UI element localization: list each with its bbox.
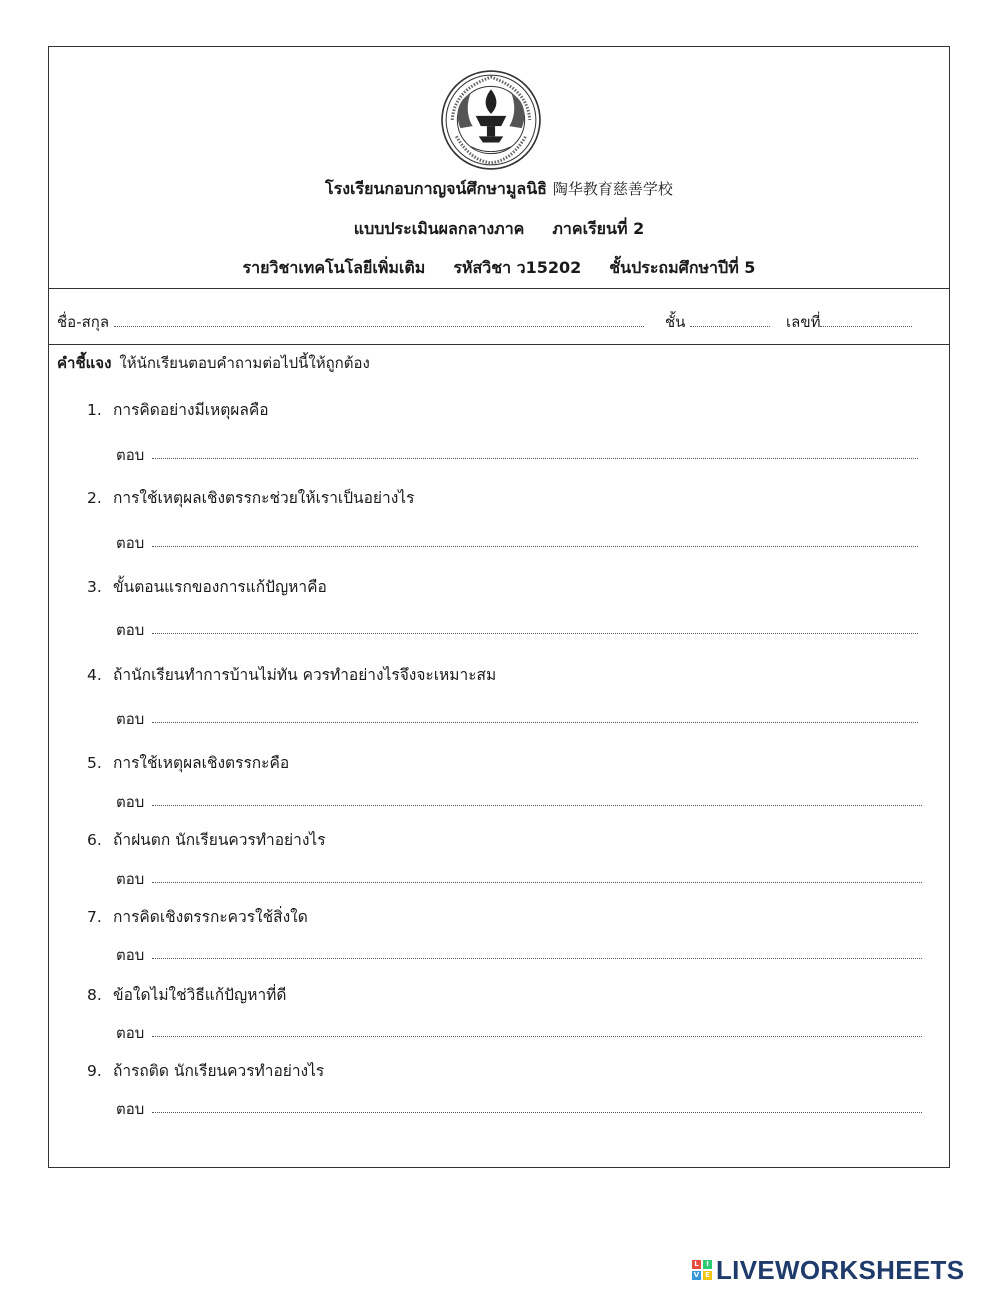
answer-row-3: [116, 618, 144, 642]
answer-field-4[interactable]: [152, 722, 918, 723]
question-3: [87, 574, 327, 599]
class-label: ชั้น: [665, 313, 686, 331]
question-number: 1.: [87, 401, 102, 419]
question-text: ถ้านักเรียนทำการบ้านไม่ทัน ควรทำอย่างไรจึงจะเหมาะสม: [113, 666, 497, 684]
question-1: [87, 397, 269, 422]
subject-code: รหัสวิชา ว15202: [453, 258, 582, 277]
answer-label: ตอบ: [116, 534, 145, 552]
answer-label: ตอบ: [116, 621, 145, 639]
question-9: [87, 1058, 324, 1083]
question-text: ขั้นตอนแรกของการแก้ปัญหาคือ: [113, 578, 327, 596]
question-number: 2.: [87, 489, 102, 507]
question-5: [87, 750, 289, 775]
question-number: 8.: [87, 986, 102, 1004]
logo-letter-l: L: [692, 1260, 701, 1269]
question-4: [87, 662, 496, 687]
semester: ภาคเรียนที่ 2: [552, 219, 645, 238]
liveworksheets-brand[interactable]: [692, 1255, 964, 1285]
question-number: 3.: [87, 578, 102, 596]
answer-row-4: [116, 707, 144, 731]
exam-type: แบบประเมินผลกลางภาค: [353, 219, 525, 238]
answer-row-9: [116, 1097, 144, 1121]
class-field[interactable]: [690, 312, 770, 327]
number-field-group: [786, 310, 912, 334]
logo-letter-v: V: [693, 1271, 700, 1279]
name-field-group: [57, 310, 644, 334]
answer-field-3[interactable]: [152, 633, 918, 634]
answer-field-7[interactable]: [152, 958, 922, 959]
question-6: [87, 827, 326, 852]
answer-label: ตอบ: [116, 793, 145, 811]
answer-field-9[interactable]: [152, 1112, 922, 1113]
student-info-row: [49, 288, 949, 345]
worksheet-sheet: [48, 46, 950, 1168]
name-field[interactable]: [114, 312, 644, 327]
answer-row-1: [116, 443, 144, 467]
logo-letter-i: I: [703, 1260, 712, 1269]
logo-letter-e: E: [703, 1271, 712, 1280]
school-name-chinese: 陶华教育慈善学校: [552, 180, 673, 198]
answer-label: ตอบ: [116, 710, 145, 728]
answer-label: ตอบ: [116, 870, 145, 888]
question-text: การใช้เหตุผลเชิงตรรกะคือ: [113, 754, 290, 772]
question-text: การคิดเชิงตรรกะควรใช้สิ่งใด: [113, 908, 308, 926]
subject-line: [49, 256, 949, 281]
answer-field-1[interactable]: [152, 458, 918, 459]
grade-level: ชั้นประถมศึกษาปีที่ 5: [609, 258, 756, 277]
answer-label: ตอบ: [116, 946, 145, 964]
question-number: 7.: [87, 908, 102, 926]
answer-row-2: [116, 531, 144, 555]
question-text: การใช้เหตุผลเชิงตรรกะช่วยให้เราเป็นอย่างไร: [113, 489, 415, 507]
question-number: 5.: [87, 754, 102, 772]
answer-field-2[interactable]: [152, 546, 918, 547]
question-number: 6.: [87, 831, 102, 849]
worksheet-header: [49, 47, 949, 289]
brand-wordmark: LIVEWORKSHEETS: [716, 1254, 965, 1285]
class-field-group: [665, 310, 770, 334]
question-text: ข้อใดไม่ใช่วิธีแก้ปัญหาที่ดี: [113, 986, 287, 1004]
instructions: [57, 351, 370, 375]
question-number: 9.: [87, 1062, 102, 1080]
answer-field-5[interactable]: [152, 805, 922, 806]
question-7: [87, 904, 308, 929]
instructions-label: คำชี้แจง: [57, 354, 112, 372]
question-text: การคิดอย่างมีเหตุผลคือ: [113, 401, 269, 419]
question-text: ถ้าฝนตก นักเรียนควรทำอย่างไร: [113, 831, 326, 849]
answer-field-6[interactable]: [152, 882, 922, 883]
answer-row-5: [116, 790, 144, 814]
number-field[interactable]: [820, 312, 912, 327]
answer-label: ตอบ: [116, 446, 145, 464]
question-8: [87, 982, 286, 1007]
school-name-line: [49, 177, 949, 202]
question-text: ถ้ารถติด นักเรียนควรทำอย่างไร: [113, 1062, 325, 1080]
answer-label: ตอบ: [116, 1024, 145, 1042]
number-label: เลขที่: [786, 313, 821, 331]
answer-row-6: [116, 867, 144, 891]
answer-row-7: [116, 943, 144, 967]
answer-label: ตอบ: [116, 1100, 145, 1118]
school-seal-icon: [440, 69, 542, 171]
subject-name: รายวิชาเทคโนโลยีเพิ่มเติม: [242, 258, 426, 277]
liveworksheets-logo-icon: [692, 1260, 712, 1280]
question-number: 4.: [87, 666, 102, 684]
answer-row-8: [116, 1021, 144, 1045]
answer-field-8[interactable]: [152, 1036, 922, 1037]
exam-title-line: [49, 217, 949, 242]
instructions-text: ให้นักเรียนตอบคำถามต่อไปนี้ให้ถูกต้อง: [119, 354, 370, 372]
name-label: ชื่อ-สกุล: [57, 313, 110, 331]
question-2: [87, 485, 414, 510]
school-name-thai: โรงเรียนกอบกาญจน์ศึกษามูลนิธิ: [325, 179, 547, 198]
